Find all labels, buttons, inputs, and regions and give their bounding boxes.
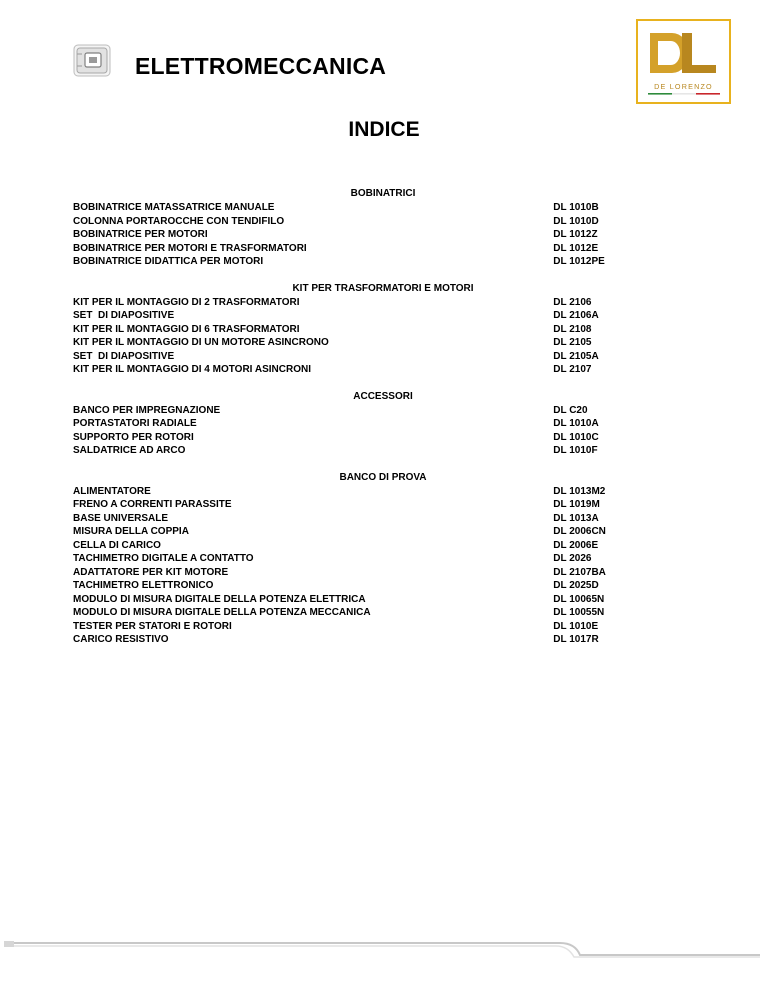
list-item — [73, 309, 633, 323]
list-item — [73, 296, 633, 310]
de-lorenzo-logo — [636, 19, 731, 104]
list-item — [73, 323, 633, 337]
item-code: DL 2105A — [553, 350, 599, 362]
item-code: DL 2006CN — [553, 526, 606, 537]
list-item — [73, 498, 633, 512]
item-code: DL 2107BA — [553, 566, 606, 578]
list-item — [73, 485, 633, 499]
item-code: DL 2106 — [553, 296, 592, 308]
item-code: DL 2107 — [553, 364, 592, 375]
section-title: KIT PER TRASFORMATORI E MOTORI — [292, 282, 474, 294]
item-name: MODULO DI MISURA DIGITALE DELLA POTENZA ELETTRICA — [73, 593, 366, 605]
item-name: MODULO DI MISURA DIGITALE DELLA POTENZA MECCANICA — [73, 607, 371, 618]
list-item — [73, 593, 633, 607]
item-name: MISURA DELLA COPPIA — [73, 526, 189, 537]
index-title: INDICE — [348, 118, 420, 141]
item-name: BASE UNIVERSALE — [73, 512, 169, 524]
item-code: DL 1010E — [553, 620, 599, 632]
item-name: TACHIMETRO DIGITALE A CONTATTO — [73, 553, 254, 564]
index-content — [73, 187, 633, 660]
list-item — [73, 228, 633, 242]
list-item — [73, 255, 633, 269]
item-name: BOBINATRICE PER MOTORI E TRASFORMATORI — [73, 242, 307, 254]
item-name: BOBINATRICE MATASSATRICE MANUALE — [73, 202, 275, 213]
item-code: DL 1017R — [553, 634, 599, 645]
item-code: DL 2108 — [553, 323, 592, 335]
document-title: ELETTROMECCANICA — [135, 53, 387, 79]
item-name: FRENO A CORRENTI PARASSITE — [73, 499, 232, 510]
item-code: DL 1012PE — [553, 256, 605, 267]
item-name: CARICO RESISTIVO — [73, 634, 169, 645]
item-name: TACHIMETRO ELETTRONICO — [73, 580, 214, 591]
item-name: KIT PER IL MONTAGGIO DI 2 TRASFORMATORI — [73, 296, 300, 308]
item-name: COLONNA PORTAROCCHE CON TENDIFILO — [73, 215, 285, 227]
list-item — [73, 417, 633, 431]
item-code: DL 1010A — [553, 418, 599, 429]
logo-text: DE LORENZO — [654, 82, 713, 91]
section-banco-di-prova — [73, 471, 633, 647]
list-item — [73, 566, 633, 580]
list-item — [73, 431, 633, 445]
list-item — [73, 201, 633, 215]
list-item — [73, 525, 633, 539]
item-code: DL 1010B — [553, 202, 599, 213]
item-code: DL C20 — [553, 404, 588, 416]
item-code: DL 2025D — [553, 580, 599, 591]
list-item — [73, 539, 633, 553]
item-name: KIT PER IL MONTAGGIO DI 4 MOTORI ASINCRONI — [73, 364, 311, 375]
document-icon — [73, 44, 111, 77]
item-code: DL 1010D — [553, 215, 599, 227]
section-title: ACCESSORI — [353, 390, 413, 402]
list-item — [73, 336, 633, 350]
section-title: BOBINATRICI — [350, 188, 416, 199]
item-code: DL 10055N — [553, 607, 605, 618]
list-item — [73, 633, 633, 647]
item-name: KIT PER IL MONTAGGIO DI 6 TRASFORMATORI — [73, 323, 300, 335]
list-item — [73, 620, 633, 634]
list-item — [73, 404, 633, 418]
item-name: SUPPORTO PER ROTORI — [73, 431, 194, 443]
section-accessori — [73, 390, 633, 458]
list-item — [73, 606, 633, 620]
item-code: DL 1013A — [553, 512, 599, 524]
item-code: DL 2106A — [553, 310, 599, 321]
item-code: DL 1013M2 — [553, 485, 606, 497]
item-name: SALDATRICE AD ARCO — [73, 445, 186, 456]
list-item — [73, 242, 633, 256]
item-code: DL 2026 — [553, 553, 592, 564]
item-name: BOBINATRICE DIDATTICA PER MOTORI — [73, 256, 264, 267]
item-name: SET DI DIAPOSITIVE — [73, 350, 175, 362]
item-name: CELLA DI CARICO — [73, 539, 161, 551]
item-code: DL 10065N — [553, 593, 605, 605]
item-code: DL 1010F — [553, 445, 598, 456]
item-code: DL 2006E — [553, 539, 599, 551]
list-item — [73, 512, 633, 526]
item-code: DL 1010C — [553, 431, 599, 443]
section-bobinatrici — [73, 187, 633, 269]
list-item — [73, 579, 633, 593]
list-item — [73, 444, 633, 458]
item-code: DL 1012Z — [553, 229, 598, 240]
list-item — [73, 552, 633, 566]
item-name: ADATTATORE PER KIT MOTORE — [73, 566, 229, 578]
section-title: BANCO DI PROVA — [339, 471, 427, 483]
item-name: BOBINATRICE PER MOTORI — [73, 229, 208, 240]
item-name: ALIMENTATORE — [73, 485, 151, 497]
item-name: PORTASTATORI RADIALE — [73, 418, 197, 429]
item-name: SET DI DIAPOSITIVE — [73, 310, 175, 321]
item-code: DL 2105 — [553, 337, 592, 348]
item-name: BANCO PER IMPREGNAZIONE — [73, 404, 221, 416]
list-item — [73, 363, 633, 377]
section-kit-trasformatori-motori — [73, 282, 633, 377]
list-item — [73, 215, 633, 229]
item-code: DL 1019M — [553, 499, 600, 510]
item-code: DL 1012E — [553, 242, 599, 254]
footer-divider — [0, 935, 768, 965]
item-name: TESTER PER STATORI E ROTORI — [73, 620, 232, 632]
item-name: KIT PER IL MONTAGGIO DI UN MOTORE ASINCRONO — [73, 337, 329, 348]
list-item — [73, 350, 633, 364]
